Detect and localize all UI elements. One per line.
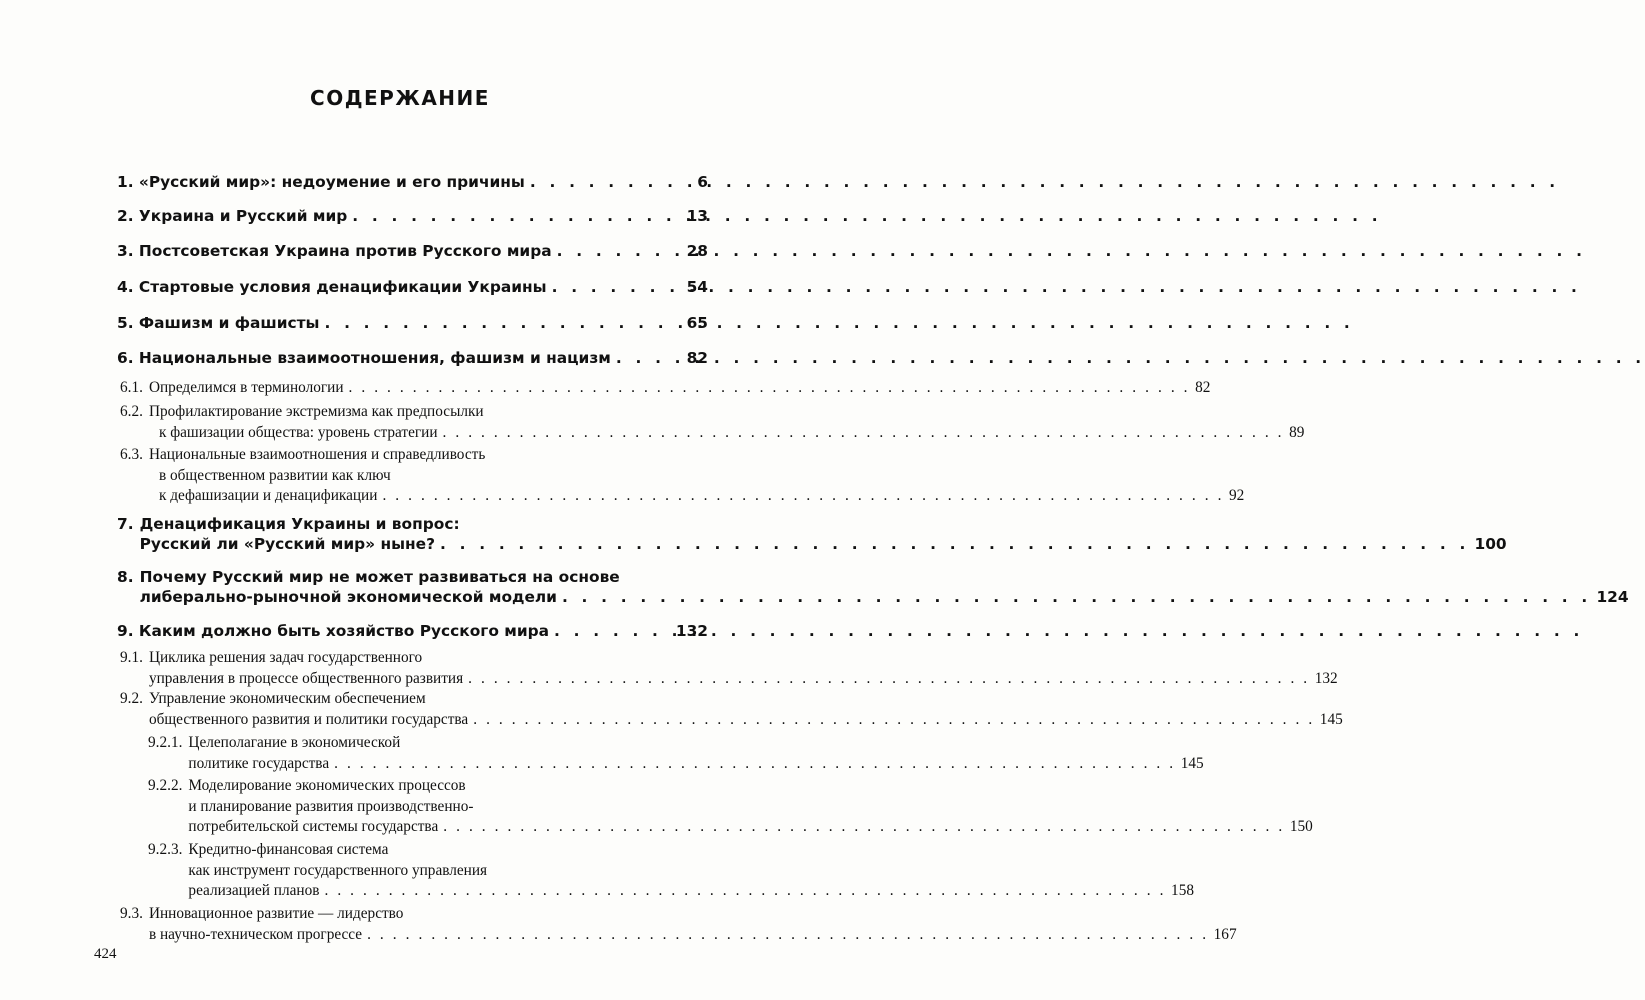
section-title-line: потребительской системы государства — [188, 818, 439, 836]
dot-leader — [349, 378, 1191, 399]
section-number: 9.2.3. — [148, 841, 183, 858]
section-number: 6.2. — [120, 403, 143, 420]
toc-section-9-1[interactable] — [120, 648, 1338, 689]
chapter-title-line: либерально-рыночной экономической модели — [139, 588, 557, 606]
section-page: 132 — [1314, 669, 1338, 687]
dot-leader — [557, 241, 682, 261]
section-number: 9.2. — [120, 690, 143, 707]
toc-section-9-3[interactable] — [120, 904, 1237, 945]
section-number: 6.1. — [120, 379, 143, 396]
section-title-line: к дефашизации и денацификации — [158, 487, 378, 505]
chapter-page: 124 — [1596, 588, 1629, 606]
section-title-line: Моделирование экономических процессов — [188, 777, 466, 794]
chapter-title: 2. Украина и Русский мир — [117, 207, 348, 225]
chapter-page: 13 — [686, 207, 708, 225]
page-number: 424 — [94, 946, 117, 962]
section-page: 92 — [1229, 487, 1245, 505]
dot-leader — [367, 925, 1209, 946]
toc-chapter-1[interactable] — [117, 172, 708, 192]
page-title: СОДЕРЖАНИЕ — [310, 86, 490, 110]
dot-leader — [382, 486, 1224, 507]
section-title-line: Национальные взаимоотношения и справедливость — [148, 446, 486, 463]
section-page: 145 — [1319, 710, 1343, 728]
chapter-title: 6. Национальные взаимоотношения, фашизм и нацизм — [117, 349, 611, 367]
chapter-title-line: Русский ли «Русский мир» ныне? — [139, 535, 436, 553]
section-title-line: политике государства — [188, 754, 330, 772]
toc-chapter-6[interactable] — [117, 348, 708, 368]
dot-leader — [530, 172, 692, 192]
chapter-page: 82 — [686, 349, 708, 367]
section-title-line: Циклика решения задач государственного — [148, 649, 423, 666]
toc-chapter-8[interactable] — [117, 567, 1629, 607]
chapter-title: 5. Фашизм и фашисты — [117, 314, 320, 332]
dot-leader — [324, 313, 681, 333]
dot-leader — [440, 534, 1470, 554]
chapter-title-line: Почему Русский мир не может развиваться на основе — [139, 568, 620, 586]
section-page: 158 — [1171, 882, 1194, 900]
dot-leader — [554, 621, 671, 641]
section-title-line: в общественном развитии как ключ — [158, 466, 391, 484]
dot-leader — [468, 669, 1310, 690]
toc-chapter-9[interactable] — [117, 621, 708, 641]
chapter-page: 132 — [675, 622, 708, 640]
toc-section-9-2[interactable] — [120, 689, 1343, 730]
section-page: 145 — [1180, 754, 1204, 772]
dot-leader — [552, 277, 682, 297]
toc-chapter-5[interactable] — [117, 313, 708, 333]
section-title-line: Управление экономическим обеспечением — [148, 690, 426, 707]
section-number: 9.2.2. — [148, 777, 183, 794]
toc-subsection-9-2-2[interactable] — [148, 776, 1313, 838]
chapter-number: 8. — [117, 568, 134, 586]
toc-chapter-4[interactable] — [117, 277, 708, 297]
section-title-line: общественного развития и политики государства — [148, 710, 469, 728]
chapter-title: 9. Каким должно быть хозяйство Русского мира — [117, 622, 550, 640]
dot-leader — [473, 710, 1315, 731]
section-title-line: Определимся в терминологии — [148, 379, 344, 396]
chapter-title: 4. Стартовые условия денацификации Украины — [117, 278, 547, 296]
toc-section-6-3[interactable] — [120, 445, 1245, 507]
chapter-page: 54 — [686, 278, 708, 296]
chapter-title-line: Денацификация Украины и вопрос: — [139, 515, 460, 533]
section-number: 9.1. — [120, 649, 143, 666]
dot-leader — [443, 817, 1285, 838]
chapter-number: 7. — [117, 515, 134, 533]
chapter-page: 100 — [1474, 535, 1507, 553]
chapter-title: 1. «Русский мир»: недоумение и его причины — [117, 173, 525, 191]
section-title-line: в научно-техническом прогрессе — [148, 925, 363, 943]
section-page: 150 — [1289, 818, 1313, 836]
section-title-line: к фашизации общества: уровень стратегии — [158, 423, 438, 441]
dot-leader — [324, 881, 1166, 902]
toc-subsection-9-2-3[interactable] — [148, 840, 1194, 902]
toc-subsection-9-2-1[interactable] — [148, 733, 1204, 774]
section-title-line: Инновационное развитие — лидерство — [148, 905, 404, 922]
dot-leader — [616, 348, 682, 368]
chapter-page: 6 — [697, 173, 708, 191]
section-title-line: Целеполагание в экономической — [188, 734, 401, 751]
section-page: 89 — [1289, 423, 1305, 441]
toc-section-6-2[interactable] — [120, 402, 1305, 443]
dot-leader — [562, 587, 1592, 607]
toc-chapter-2[interactable] — [117, 206, 708, 226]
toc-chapter-3[interactable] — [117, 241, 708, 261]
section-title-line: реализацией планов — [188, 882, 320, 900]
section-title-line: Кредитно-финансовая система — [188, 841, 389, 858]
section-number: 9.2.1. — [148, 734, 183, 751]
section-title-line: как инструмент государственного управления — [188, 861, 488, 879]
dot-leader — [352, 206, 681, 226]
section-number: 9.3. — [120, 905, 143, 922]
section-title-line: управления в процессе общественного развития — [148, 669, 464, 687]
chapter-title: 3. Постсоветская Украина против Русского мира — [117, 242, 552, 260]
section-number: 6.3. — [120, 446, 143, 463]
dot-leader — [334, 754, 1176, 775]
toc-section-6-1[interactable] — [120, 378, 1211, 399]
chapter-page: 65 — [686, 314, 708, 332]
section-title-line: и планирование развития производственно- — [188, 797, 474, 815]
chapter-page: 28 — [686, 242, 708, 260]
dot-leader — [443, 423, 1285, 444]
section-page: 82 — [1195, 379, 1211, 396]
toc-chapter-7[interactable] — [117, 514, 1507, 554]
section-title-line: Профилактирование экстремизма как предпосылки — [148, 403, 484, 420]
section-page: 167 — [1213, 925, 1237, 943]
